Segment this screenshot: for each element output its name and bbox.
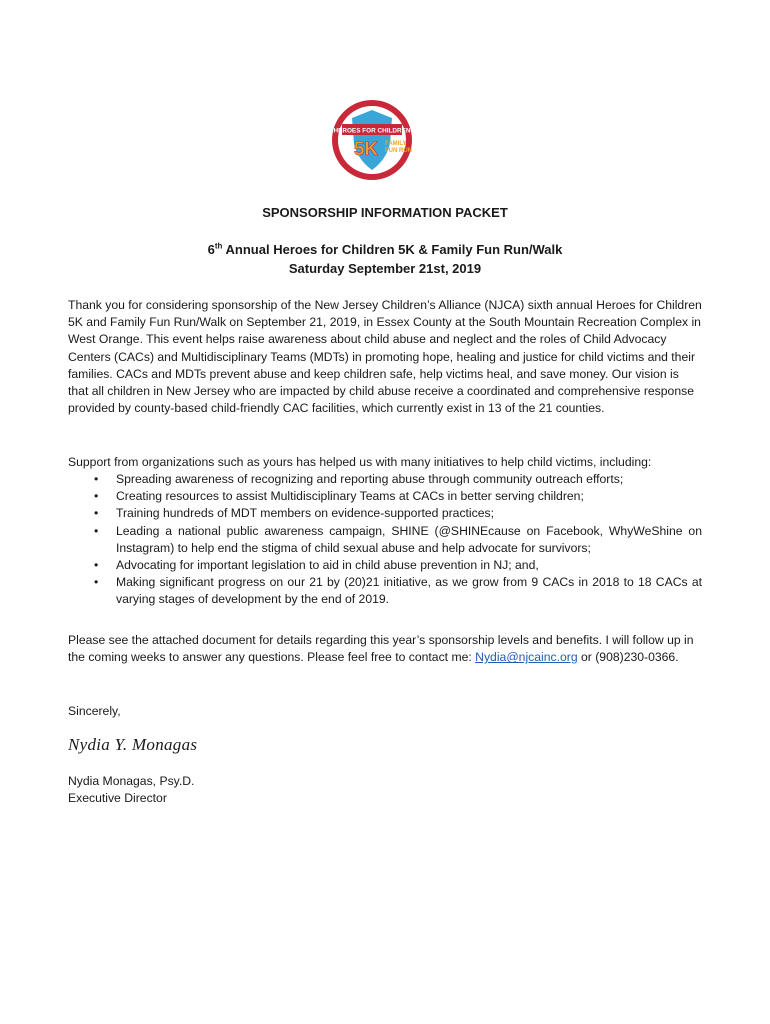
closing-text-after-link: or (908)230-0366.	[577, 650, 679, 665]
list-item	[68, 523, 702, 557]
packet-title: SPONSORSHIP INFORMATION PACKET	[262, 205, 508, 220]
logo-fun-run-text: FUN RUN	[385, 148, 412, 154]
signatory-name: Nydia Monagas, Psy.D.	[68, 774, 195, 788]
event-ordinal: 6	[207, 242, 215, 257]
contact-email-link[interactable]: Nydia@njcainc.org	[475, 650, 578, 665]
list-item	[68, 488, 702, 505]
closing-text-before-link: Please see the attached document for details regarding this year’s sponsorship levels and benefits. I will follow up in the coming weeks to answer any questions. Please feel free to contact me:	[68, 633, 694, 665]
bullet-icon: •	[94, 523, 99, 538]
bullet-icon: •	[94, 506, 99, 521]
list-item	[68, 557, 702, 574]
logo-emblem	[330, 98, 414, 182]
heroes-for-children-logo	[330, 98, 414, 182]
support-lead-paragraph: Support from organizations such as yours has helped us with many initiatives to help child victims, including:	[68, 455, 652, 469]
sign-off: Sincerely,	[68, 704, 121, 718]
event-name-heading	[0, 242, 770, 258]
list-item-text: Creating resources to assist Multidisciplinary Teams at CACs in better serving children;	[116, 489, 584, 504]
initiatives-list	[68, 471, 702, 609]
signatory-role: Executive Director	[68, 791, 167, 805]
bullet-icon: •	[94, 489, 99, 504]
list-item	[68, 574, 702, 608]
logo-5k-text: 5K	[353, 139, 379, 160]
logo-top-text: HEROES FOR CHILDREN	[333, 127, 411, 135]
event-date-heading: Saturday September 21st, 2019	[288, 261, 482, 276]
event-name: Annual Heroes for Children 5K & Family Fun Run/Walk	[222, 242, 563, 257]
intro-paragraph: Thank you for considering sponsorship of the New Jersey Children’s Alliance (NJCA) sixth annual Heroes for Children 5K and Family Fun Run/Walk on September 21, 2019, in Essex County at the South Mountain Recreation Complex in West Orange. This event helps raise awareness about child abuse and neglect and the roles of Child Advocacy Centers (CACs) and Multidisciplinary Teams (MDTs) in promoting hope, healing and justice for child victims and their families. CACs and MDTs prevent abuse and keep children safe, help victims heal, and save money. Our vision is that all children in New Jersey who are impacted by child abuse receive a coordinated and comprehensive response provided by county-based child-friendly CAC facilities, which currently exist in 13 of the 21 counties.	[68, 298, 702, 416]
list-item	[68, 471, 702, 488]
list-item-text: Making significant progress on our 21 by (20)21 initiative, as we grow from 9 CACs in 2018 to 18 CACs at varying stages of development by the end of 2019.	[116, 575, 702, 607]
list-item	[68, 505, 702, 522]
bullet-icon: •	[94, 472, 99, 486]
list-item-text: Advocating for important legislation to aid in child abuse prevention in NJ; and,	[116, 558, 539, 573]
logo-family-text: FAMILY	[385, 141, 407, 147]
bullet-icon: •	[94, 558, 99, 573]
closing-paragraph	[68, 632, 702, 666]
handwritten-signature: Nydia Y. Monagas	[68, 735, 198, 754]
list-item-text: Spreading awareness of recognizing and reporting abuse through community outreach efforts;	[116, 472, 624, 486]
bullet-icon: •	[94, 575, 99, 590]
list-item-text: Training hundreds of MDT members on evidence-supported practices;	[116, 506, 494, 521]
event-ordinal-suffix: th	[214, 241, 223, 251]
list-item-text: Leading a national public awareness campaign, SHINE (@SHINEcause on Facebook, WhyWeShine on Instagram) to help end the stigma of child sexual abuse and help advocate for survivors;	[116, 523, 702, 555]
